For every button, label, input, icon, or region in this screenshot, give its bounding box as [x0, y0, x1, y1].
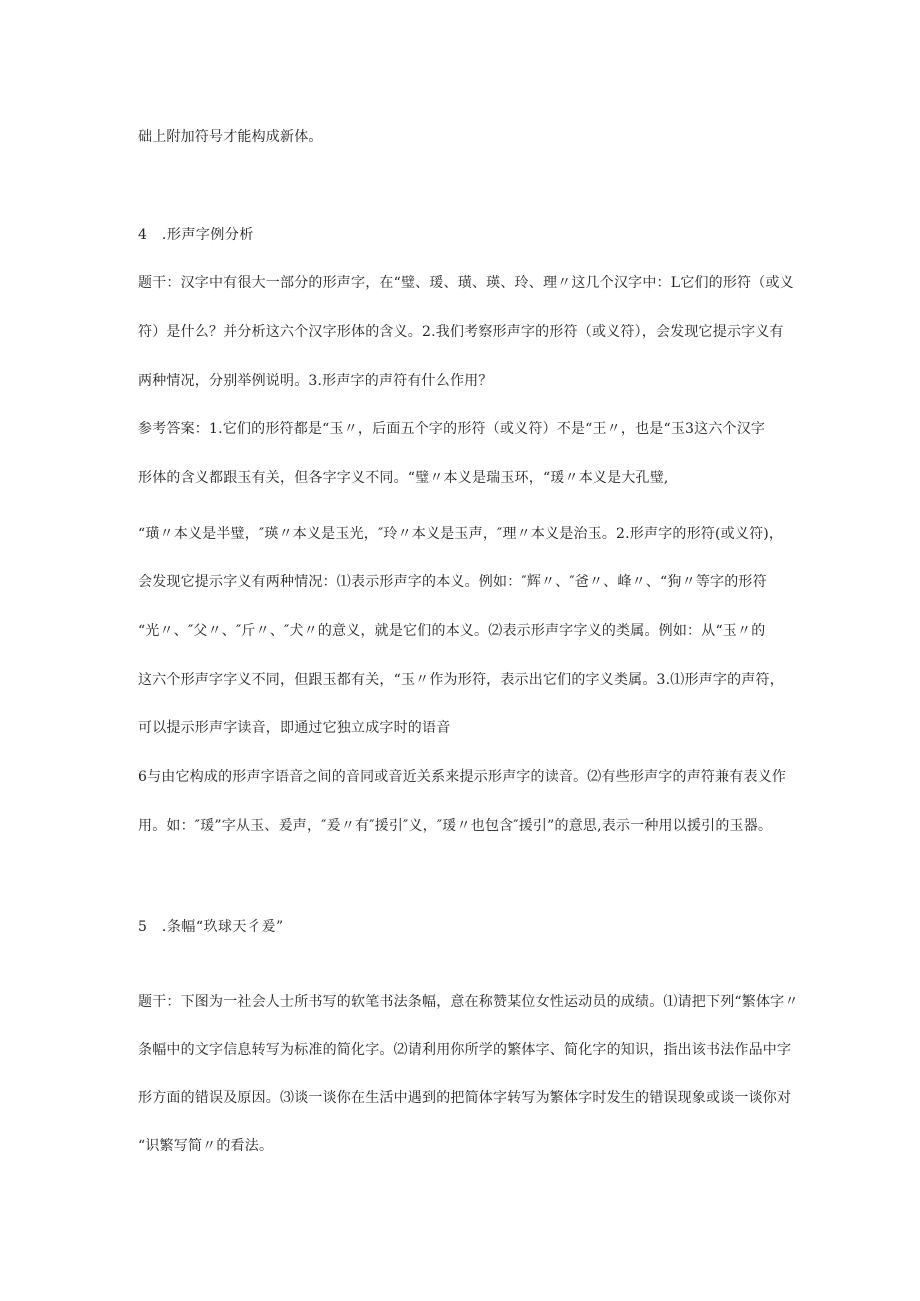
answer-line-1: 参考答案：1.它们的形符都是“玉〃，后面五个字的形符（或义符）不是“王〃，也是“玉3这六个汉字 — [138, 421, 766, 437]
task-stem-line-3: 形方面的错误及原因。⑶谈一谈你在生活中遇到的把简体字转写为繁体字时发生的错误现象或谈一谈你对 — [138, 1090, 792, 1106]
question-stem-line-1: 题干：汉字中有很大一部分的形声字，在“璧、瑗、璜、瑛、玲、理〃这几个汉字中：L它们的形符（或义 — [138, 275, 794, 291]
answer-line-8: 6与由它构成的形声字语音之间的音同或音近关系来提示形声字的读音。⑵有些形声字的声符兼有表义作 — [138, 769, 787, 785]
section-heading-4: 4 .形声字例分析 — [138, 227, 254, 243]
task-stem-line-2: 条幅中的文字信息转写为标准的简化字。⑵请利用你所学的繁体字、简化字的知识，指出该书法作品中字 — [138, 1042, 792, 1058]
answer-line-6: 这六个形声字字义不同，但跟玉都有关，“玉〃作为形符，表示出它们的字义类属。3.⑴形声字的声符， — [138, 672, 784, 688]
question-stem-line-2: 符）是什么？并分析这六个汉字形体的含义。2.我们考察形声字的形符（或义符），会发现它提示字义有 — [138, 324, 784, 340]
answer-line-4: 会发现它提示字义有两种情况：⑴表示形声字的本义。例如：″辉〃、″爸〃、峰〃、“狗〃等字的形符 — [138, 574, 767, 590]
text-line-continuation: 础上附加符号才能构成新体。 — [138, 129, 323, 145]
answer-line-7: 可以提示形声字读音，即通过它独立成字时的语音 — [138, 720, 451, 736]
answer-line-9: 用。如：″瑗”字从玉、爰声，″爰〃有″援引″义，″瑗〃也包含″援引”的意思,表示一种用以援引的玉器。 — [138, 818, 773, 834]
question-stem-line-3: 两种情况，分别举例说明。3.形声字的声符有什么作用？ — [138, 373, 493, 389]
answer-line-5: “光〃、″父〃、″斤〃、″犬〃的意义，就是它们的本义。⑵表示形声字字义的类属。例如：从“玉〃的 — [138, 623, 766, 639]
section-heading-5: 5 .条幅“玖球天彳爰” — [138, 919, 284, 935]
task-stem-line-1: 题干：下图为一社会人士所书写的软笔书法条幅，意在称赞某位女性运动员的成绩。⑴请把下列“繁体字〃 — [138, 994, 799, 1010]
answer-line-2: 形体的含义都跟玉有关，但各字字义不同。“璧〃本义是瑞玉环，“瑗〃本义是大孔璧, — [138, 470, 669, 486]
answer-line-3: “璜〃本义是半璧，″瑛〃本义是玉光，″玲〃本义是玉声，″理〃本义是治玉。2.形声字的形符(或义符)， — [138, 526, 784, 542]
task-stem-line-4: “识繁写简〃的看法。 — [138, 1138, 274, 1154]
